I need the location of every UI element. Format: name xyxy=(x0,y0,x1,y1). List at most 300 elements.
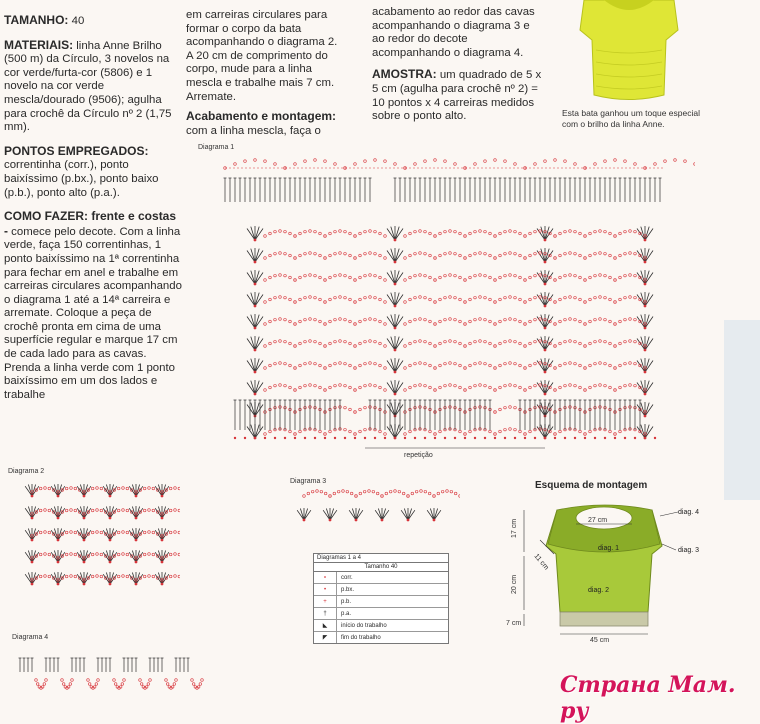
chain-stitch xyxy=(279,230,282,233)
fan-base xyxy=(644,349,647,352)
chain-stitch xyxy=(504,406,507,409)
chain-stitch xyxy=(429,276,432,279)
start-arrow-icon: ◣ xyxy=(314,620,337,631)
chain-stitch xyxy=(334,274,337,277)
fan-stitch xyxy=(247,229,255,240)
chain-stitch xyxy=(569,340,572,343)
chain-stitch xyxy=(319,430,322,433)
chain-stitch xyxy=(309,384,312,387)
chain-stitch xyxy=(579,386,582,389)
chain-stitch xyxy=(694,163,695,166)
fan-base xyxy=(644,327,647,330)
chain-stitch xyxy=(364,160,367,163)
chain-stitch xyxy=(100,509,103,512)
chain-stitch xyxy=(524,279,527,282)
chain-stitch xyxy=(304,160,307,163)
chain-stitch xyxy=(419,230,422,233)
chain-stitch xyxy=(369,230,372,233)
chain-stitch xyxy=(122,487,125,490)
chain-stitch xyxy=(39,509,42,512)
chain-stitch xyxy=(479,274,482,277)
chain-stitch xyxy=(264,433,267,436)
chain-stitch xyxy=(289,364,292,367)
chain-stitch xyxy=(381,495,384,498)
fan-base xyxy=(394,327,397,330)
slip-stitch-icon: • xyxy=(314,584,337,595)
chain-stitch xyxy=(519,276,522,279)
chain-stitch xyxy=(289,298,292,301)
chain-stitch xyxy=(279,318,282,321)
chain-stitch xyxy=(479,340,482,343)
fan-stitch xyxy=(645,359,649,372)
fan-base xyxy=(57,495,60,498)
fan-stitch xyxy=(391,293,395,306)
chain-stitch xyxy=(584,389,587,392)
chain-stitch xyxy=(569,230,572,233)
bottom-row xyxy=(314,437,316,439)
chain-stitch xyxy=(409,232,412,235)
chain-stitch xyxy=(404,301,407,304)
chain-stitch xyxy=(404,433,407,436)
chain-stitch xyxy=(359,232,362,235)
chain-stitch xyxy=(354,367,357,370)
chain-stitch xyxy=(574,318,577,321)
chain-stitch xyxy=(519,342,522,345)
chain-stitch xyxy=(148,553,151,556)
chain-stitch xyxy=(319,276,322,279)
fan-stitch xyxy=(395,295,403,306)
chain-stitch xyxy=(376,492,379,495)
chain-stitch xyxy=(419,274,422,277)
chain-stitch xyxy=(524,367,527,370)
bottom-row xyxy=(534,437,536,439)
chain-stitch xyxy=(599,252,602,255)
chain-stitch xyxy=(374,230,377,233)
chain-stitch xyxy=(559,320,562,323)
chain-stitch xyxy=(494,323,497,326)
chain-stitch xyxy=(619,320,622,323)
chain-stitch xyxy=(464,257,467,260)
chain-stitch xyxy=(61,679,64,682)
bottom-row xyxy=(644,437,646,439)
fan-stitch xyxy=(541,271,545,284)
chain-stitch xyxy=(344,274,347,277)
chain-stitch xyxy=(342,490,345,493)
bottom-row xyxy=(624,437,626,439)
chain-stitch xyxy=(604,340,607,343)
chain-stitch xyxy=(454,163,457,166)
chain-stitch xyxy=(309,296,312,299)
chain-stitch xyxy=(374,159,377,162)
chain-stitch xyxy=(434,159,437,162)
fan-stitch xyxy=(395,229,403,240)
chain-stitch xyxy=(514,406,517,409)
fan-stitch xyxy=(255,381,259,394)
chain-stitch xyxy=(314,159,317,162)
acab-text: com a linha mescla, faça o xyxy=(186,124,321,137)
fan-stitch xyxy=(395,271,399,284)
fan-base xyxy=(83,517,86,520)
chain-stitch xyxy=(384,257,387,260)
chain-stitch xyxy=(299,364,302,367)
chain-stitch xyxy=(449,318,452,321)
chain-stitch xyxy=(324,389,327,392)
fan-stitch xyxy=(391,227,395,240)
fan-stitch xyxy=(645,315,649,328)
chain-stitch xyxy=(494,235,497,238)
chain-stitch xyxy=(329,298,332,301)
chain-stitch xyxy=(329,276,332,279)
chain-stitch xyxy=(274,274,277,277)
chain-stitch xyxy=(504,340,507,343)
chain-stitch xyxy=(504,362,507,365)
chain-stitch xyxy=(143,575,146,578)
chain-stitch xyxy=(404,389,407,392)
chain-stitch xyxy=(359,342,362,345)
chain-stitch xyxy=(519,430,522,433)
chain-stitch xyxy=(434,301,437,304)
chain-stitch xyxy=(152,575,155,578)
chain-stitch xyxy=(579,232,582,235)
fan-base xyxy=(135,539,138,542)
chain-stitch xyxy=(234,163,237,166)
chain-stitch xyxy=(147,683,150,686)
chain-stitch xyxy=(314,230,317,233)
chain-stitch xyxy=(314,274,317,277)
chain-stitch xyxy=(314,340,317,343)
chain-stitch xyxy=(419,252,422,255)
chain-stitch xyxy=(619,298,622,301)
chain-stitch xyxy=(289,430,292,433)
chain-stitch xyxy=(201,679,204,682)
como-text: comece pelo decote. Com a linha verde, faça 150 correntinhas, 1 ponto baixíssimo na 1ª correntinha para fechar em anel e trabalhe em carreiras circulares acompanhando o diagrama 1 até a 14ª carreira e arremate. Coloque a peça de crochê pronta em cima de uma superfície regular e marque 17 cm de cada lado para as cavas. Prenda a linha verde com 1 ponto baixíssimo em um dos lados e trabalhe xyxy=(4,225,182,401)
chain-stitch xyxy=(374,252,377,255)
chain-stitch xyxy=(369,318,372,321)
chain-stitch xyxy=(499,298,502,301)
chain-stitch xyxy=(609,232,612,235)
chain-stitch xyxy=(484,160,487,163)
chain-stitch xyxy=(355,495,358,498)
chain-stitch xyxy=(594,340,597,343)
chain-stitch xyxy=(564,296,567,299)
chain-stitch xyxy=(524,345,527,348)
fan-stitch xyxy=(395,427,403,438)
chain-stitch xyxy=(464,279,467,282)
chain-stitch xyxy=(329,254,332,257)
bottom-row xyxy=(654,437,656,439)
chain-stitch xyxy=(604,252,607,255)
fan-base xyxy=(31,517,34,520)
chain-stitch xyxy=(559,298,562,301)
fan-stitch xyxy=(541,249,545,262)
chain-stitch xyxy=(424,318,427,321)
chain-stitch xyxy=(359,492,362,495)
chain-stitch xyxy=(368,490,371,493)
chain-stitch xyxy=(534,296,537,299)
chain-stitch xyxy=(294,257,297,260)
fan-stitch xyxy=(541,403,545,416)
chain-stitch xyxy=(264,367,267,370)
fan-base xyxy=(254,261,257,264)
chain-stitch xyxy=(529,320,532,323)
fan-stitch xyxy=(395,359,399,372)
chain-stitch xyxy=(126,553,129,556)
fan-stitch xyxy=(541,359,545,372)
fan-base xyxy=(644,261,647,264)
chain-stitch xyxy=(359,320,362,323)
diagram-4 xyxy=(14,642,214,692)
chain-stitch xyxy=(349,408,352,411)
chain-stitch xyxy=(449,230,452,233)
fan-stitch xyxy=(645,405,653,416)
chain-stitch xyxy=(509,296,512,299)
fan-stitch xyxy=(645,317,653,328)
chain-stitch xyxy=(284,274,287,277)
chain-stitch xyxy=(489,254,492,257)
col3-text: acabamento ao redor das cavas acompanhando o diagrama 3 e ao redor do decote acompanhando o diagrama 4. xyxy=(372,6,535,59)
chain-stitch xyxy=(439,254,442,257)
chain-stitch xyxy=(289,276,292,279)
chain-stitch xyxy=(100,487,103,490)
bottom-row xyxy=(294,437,296,439)
fan-stitch xyxy=(645,295,653,306)
chain-stitch xyxy=(289,342,292,345)
chain-stitch xyxy=(404,235,407,238)
chain-stitch xyxy=(594,296,597,299)
chain-stitch xyxy=(311,490,314,493)
watermark-text: Страна Мам xyxy=(560,672,728,698)
bottom-row xyxy=(484,437,486,439)
chain-stitch xyxy=(574,274,577,277)
chain-stitch xyxy=(364,362,367,365)
chain-stitch xyxy=(70,553,73,556)
bottom-row xyxy=(234,437,236,439)
chain-stitch xyxy=(344,340,347,343)
chain-stitch xyxy=(534,362,537,365)
fan-base xyxy=(31,495,34,498)
bottom-row xyxy=(554,437,556,439)
chain-stitch xyxy=(524,257,527,260)
chain-stitch xyxy=(178,553,180,556)
fan-base xyxy=(544,371,547,374)
chain-stitch xyxy=(379,298,382,301)
fan-stitch xyxy=(391,403,395,416)
chain-stitch xyxy=(624,160,627,163)
chain-stitch xyxy=(441,490,444,493)
chain-stitch xyxy=(604,362,607,365)
bottom-row xyxy=(454,437,456,439)
fan-base xyxy=(109,539,112,542)
chain-stitch xyxy=(407,495,410,498)
chain-stitch xyxy=(559,364,562,367)
chain-stitch xyxy=(534,252,537,255)
bottom-row xyxy=(524,437,526,439)
chain-stitch xyxy=(178,487,180,490)
chain-stitch xyxy=(564,230,567,233)
chain-stitch xyxy=(324,279,327,282)
chain-stitch xyxy=(504,296,507,299)
chain-stitch xyxy=(494,367,497,370)
chain-stitch xyxy=(329,430,332,433)
fan-stitch xyxy=(645,425,649,438)
chain-stitch xyxy=(91,509,94,512)
chain-stitch xyxy=(264,235,267,238)
fan-stitch xyxy=(395,337,399,350)
fan-stitch xyxy=(427,510,434,520)
chain-stitch xyxy=(70,531,73,534)
chain-stitch xyxy=(529,254,532,257)
chain-stitch xyxy=(344,384,347,387)
chain-stitch xyxy=(439,298,442,301)
chain-stitch xyxy=(499,320,502,323)
bottom-row xyxy=(264,437,266,439)
fan-stitch xyxy=(387,405,395,416)
legend-row: + p.b. xyxy=(314,596,448,608)
dim-17: 17 cm xyxy=(511,518,518,538)
chain-stitch xyxy=(474,230,477,233)
chain-stitch xyxy=(334,296,337,299)
fan-stitch xyxy=(251,315,255,328)
chain-stitch xyxy=(514,230,517,233)
fan-base xyxy=(394,239,397,242)
chain-stitch xyxy=(589,364,592,367)
chain-stitch xyxy=(579,430,582,433)
chain-stitch xyxy=(619,364,622,367)
chain-stitch xyxy=(524,301,527,304)
chain-stitch xyxy=(48,575,51,578)
chain-stitch xyxy=(122,509,125,512)
diag4-label: diag. 4 xyxy=(678,509,700,516)
chain-stitch xyxy=(178,509,180,512)
chain-stitch xyxy=(444,274,447,277)
chain-stitch xyxy=(354,257,357,260)
repeticao-label: repetição xyxy=(404,452,433,459)
chain-stitch xyxy=(574,230,577,233)
bottom-row xyxy=(344,437,346,439)
chain-stitch xyxy=(494,279,497,282)
chain-stitch xyxy=(494,301,497,304)
chain-stitch xyxy=(454,384,457,387)
chain-stitch xyxy=(284,362,287,365)
chain-stitch xyxy=(464,323,467,326)
chain-stitch xyxy=(444,296,447,299)
chain-stitch xyxy=(364,406,367,409)
chain-stitch xyxy=(449,362,452,365)
chain-stitch xyxy=(269,342,272,345)
fan-base xyxy=(544,239,547,242)
chain-stitch xyxy=(634,340,637,343)
fan-stitch xyxy=(255,383,263,394)
chain-stitch xyxy=(574,252,577,255)
chain-stitch xyxy=(434,389,437,392)
chain-stitch xyxy=(359,430,362,433)
chain-stitch xyxy=(599,230,602,233)
chain-stitch xyxy=(334,318,337,321)
bottom-row xyxy=(374,437,376,439)
chain-stitch xyxy=(39,531,42,534)
chain-stitch xyxy=(614,159,617,162)
chain-stitch xyxy=(279,296,282,299)
diagram2-label: Diagrama 2 xyxy=(8,468,45,475)
bottom-row xyxy=(384,437,386,439)
chain-stitch xyxy=(149,679,152,682)
chain-stitch xyxy=(554,323,557,326)
chain-stitch xyxy=(454,362,457,365)
chain-stitch xyxy=(614,345,617,348)
chain-stitch xyxy=(609,254,612,257)
chain-stitch xyxy=(69,683,72,686)
chain-stitch xyxy=(579,364,582,367)
chain-stitch xyxy=(519,364,522,367)
chain-stitch xyxy=(459,254,462,257)
chain-stitch xyxy=(374,296,377,299)
chain-stitch xyxy=(554,433,557,436)
chain-stitch xyxy=(509,428,512,431)
chain-stitch xyxy=(534,384,537,387)
fan-base xyxy=(544,393,547,396)
fan-stitch xyxy=(255,315,259,328)
chain-stitch xyxy=(309,362,312,365)
chain-stitch xyxy=(564,252,567,255)
chain-stitch xyxy=(91,575,94,578)
chain-stitch xyxy=(70,509,73,512)
chain-stitch xyxy=(379,232,382,235)
chain-stitch xyxy=(294,279,297,282)
chain-stitch xyxy=(489,342,492,345)
chain-stitch xyxy=(414,274,417,277)
chain-stitch xyxy=(284,230,287,233)
chain-stitch xyxy=(619,276,622,279)
chain-stitch xyxy=(459,276,462,279)
chain-stitch xyxy=(339,362,342,365)
chain-stitch xyxy=(363,490,366,493)
fan-base xyxy=(254,305,257,308)
chain-stitch xyxy=(469,342,472,345)
chain-stitch xyxy=(609,342,612,345)
fan-stitch xyxy=(28,507,32,518)
bottom-row xyxy=(254,437,256,439)
chain-stitch xyxy=(269,232,272,235)
chain-stitch xyxy=(339,230,342,233)
chain-stitch xyxy=(589,430,592,433)
chain-stitch xyxy=(624,362,627,365)
chain-stitch xyxy=(314,252,317,255)
fan-stitch xyxy=(434,510,441,520)
fan-base xyxy=(161,583,164,586)
chain-stitch xyxy=(509,362,512,365)
chain-stitch xyxy=(604,318,607,321)
fan-base xyxy=(433,519,436,522)
fan-stitch xyxy=(255,271,259,284)
chain-stitch xyxy=(424,490,427,493)
chain-stitch xyxy=(334,340,337,343)
fan-base xyxy=(254,349,257,352)
chain-stitch xyxy=(274,252,277,255)
chain-stitch xyxy=(434,323,437,326)
chain-stitch xyxy=(279,252,282,255)
chain-stitch xyxy=(333,492,336,495)
diagram4-label: Diagrama 4 xyxy=(12,634,49,641)
fan-base xyxy=(394,349,397,352)
chain-stitch xyxy=(489,320,492,323)
chain-stitch xyxy=(174,531,177,534)
chain-stitch xyxy=(599,340,602,343)
chain-stitch xyxy=(304,340,307,343)
chain-stitch xyxy=(469,364,472,367)
chain-stitch xyxy=(474,340,477,343)
chain-stitch xyxy=(409,298,412,301)
fan-stitch xyxy=(387,383,395,394)
